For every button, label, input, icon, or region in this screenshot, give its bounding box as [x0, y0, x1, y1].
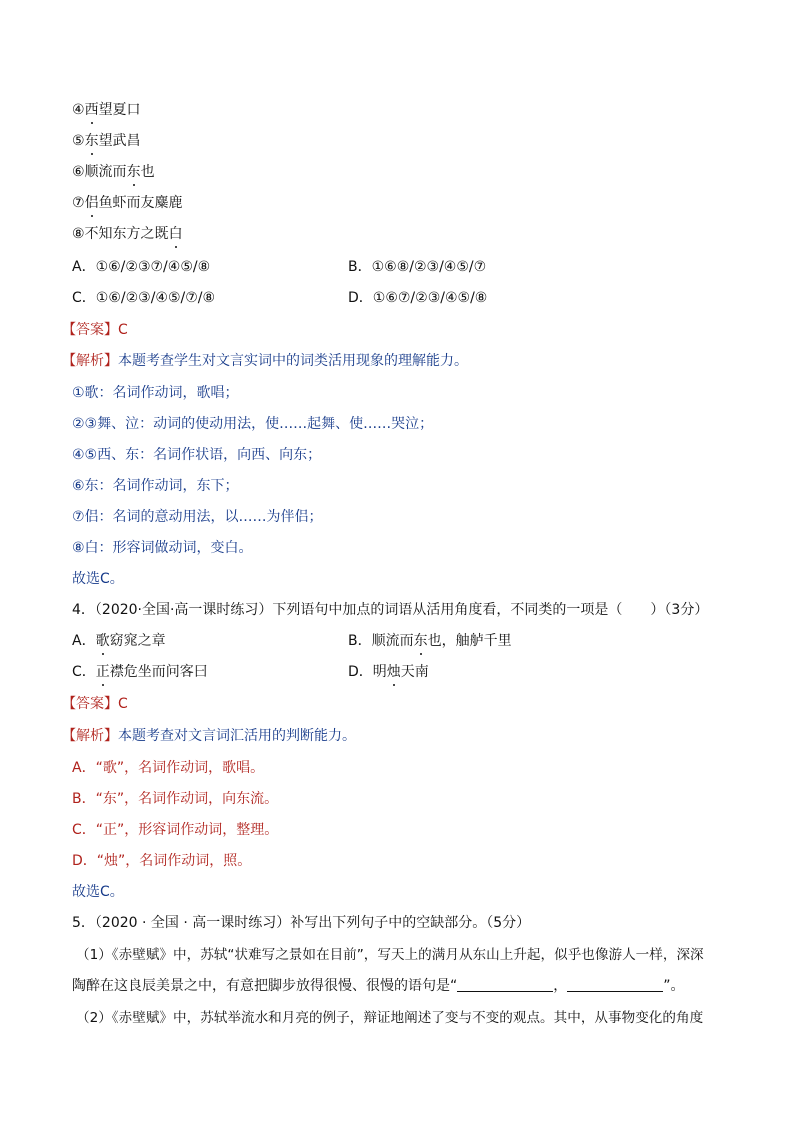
- q4-answer: 【答案】C: [62, 696, 128, 712]
- q5-part2-line1: （2）《赤壁赋》中，苏轼举流水和月亮的例子，辩证地阐述了变与不变的观点。其中，从事物变化的角度: [76, 1010, 704, 1026]
- q5-part1-line2: 陶醉在这良辰美景之中，有意把脚步放得很慢、很慢的语句是“ ， ”。: [72, 978, 685, 994]
- dotted-char: 西: [84, 102, 99, 118]
- q5-stem: 5．（2020 · 全国 · 高一课时练习）补写出下列句子中的空缺部分。（5分）: [72, 915, 531, 931]
- q4-option-d: D．明烛天南: [348, 664, 429, 680]
- q4-option-b: B．顺流而东也，舳舻千里: [348, 633, 512, 649]
- q3-conclusion: 故选C。: [72, 571, 124, 587]
- q3-analysis-intro: 【解析】本题考查学生对文言实词中的词类活用现象的理解能力。: [62, 353, 468, 369]
- dotted-char: 正: [95, 664, 110, 680]
- dotted-char: 东: [84, 133, 99, 149]
- q4-analysis-line: C．“正”，形容词作动词，整理。: [72, 822, 279, 838]
- dotted-char: 东: [126, 164, 141, 180]
- q3-option-c: C．①⑥/②③/④⑤/⑦/⑧: [72, 290, 216, 306]
- q3-option-b: B．①⑥⑧/②③/④⑤/⑦: [348, 259, 487, 275]
- q3-analysis-line: ②③舞、泣：动词的使动用法，使……起舞、使……哭泣；: [72, 416, 434, 432]
- q3-analysis-line: ⑧白：形容词做动词，变白。: [72, 540, 253, 556]
- q4-analysis-line: A．“歌”，名词作动词，歌唱。: [72, 760, 265, 776]
- list-item-8: ⑧不知东方之既白: [72, 226, 183, 242]
- q4-conclusion: 故选C。: [72, 884, 124, 900]
- q3-answer: 【答案】C: [62, 322, 128, 338]
- q4-analysis-line: D．“烛”，名词作动词，照。: [72, 853, 252, 869]
- q3-option-a: A．①⑥/②③⑦/④⑤/⑧: [72, 259, 211, 275]
- q3-analysis-line: ⑦侣：名词的意动用法，以……为伴侣；: [72, 509, 323, 525]
- q4-option-a: A．歌窈窕之章: [72, 633, 166, 649]
- list-item-4: ④西望夏口: [72, 102, 141, 118]
- dotted-char: 侣: [84, 195, 99, 211]
- list-item-7: ⑦侣鱼虾而友麋鹿: [72, 195, 183, 211]
- q4-option-c: C．正襟危坐而问客曰: [72, 664, 208, 680]
- q5-part1-line1: （1）《赤壁赋》中，苏轼“状难写之景如在目前”，写天上的满月从东山上升起，似乎也像游人一样，深深: [76, 947, 704, 963]
- dotted-char: 烛: [386, 664, 401, 680]
- list-item-5: ⑤东望武昌: [72, 133, 141, 149]
- q3-analysis-line: ⑥东：名词作动词，东下；: [72, 478, 239, 494]
- dotted-char: 歌: [95, 633, 110, 649]
- fill-blank[interactable]: [567, 977, 663, 992]
- q3-analysis-line: ④⑤西、东：名词作状语，向西、向东；: [72, 447, 322, 463]
- fill-blank[interactable]: [457, 977, 553, 992]
- q3-analysis-line: ①歌：名词作动词，歌唱；: [72, 385, 239, 401]
- list-item-6: ⑥顺流而东也: [72, 164, 155, 180]
- q3-option-d: D．①⑥⑦/②③/④⑤/⑧: [348, 290, 488, 306]
- q4-analysis-line: B．“东”，名词作动词，向东流。: [72, 791, 279, 807]
- dotted-char: 东: [413, 633, 428, 649]
- dotted-char: 白: [168, 226, 183, 242]
- q4-analysis-intro: 【解析】本题考查对文言词汇活用的判断能力。: [62, 728, 356, 744]
- q4-stem: 4．（2020·全国·高一课时练习）下列语句中加点的词语从活用角度看，不同类的一项是（ ）（3分）: [72, 602, 709, 618]
